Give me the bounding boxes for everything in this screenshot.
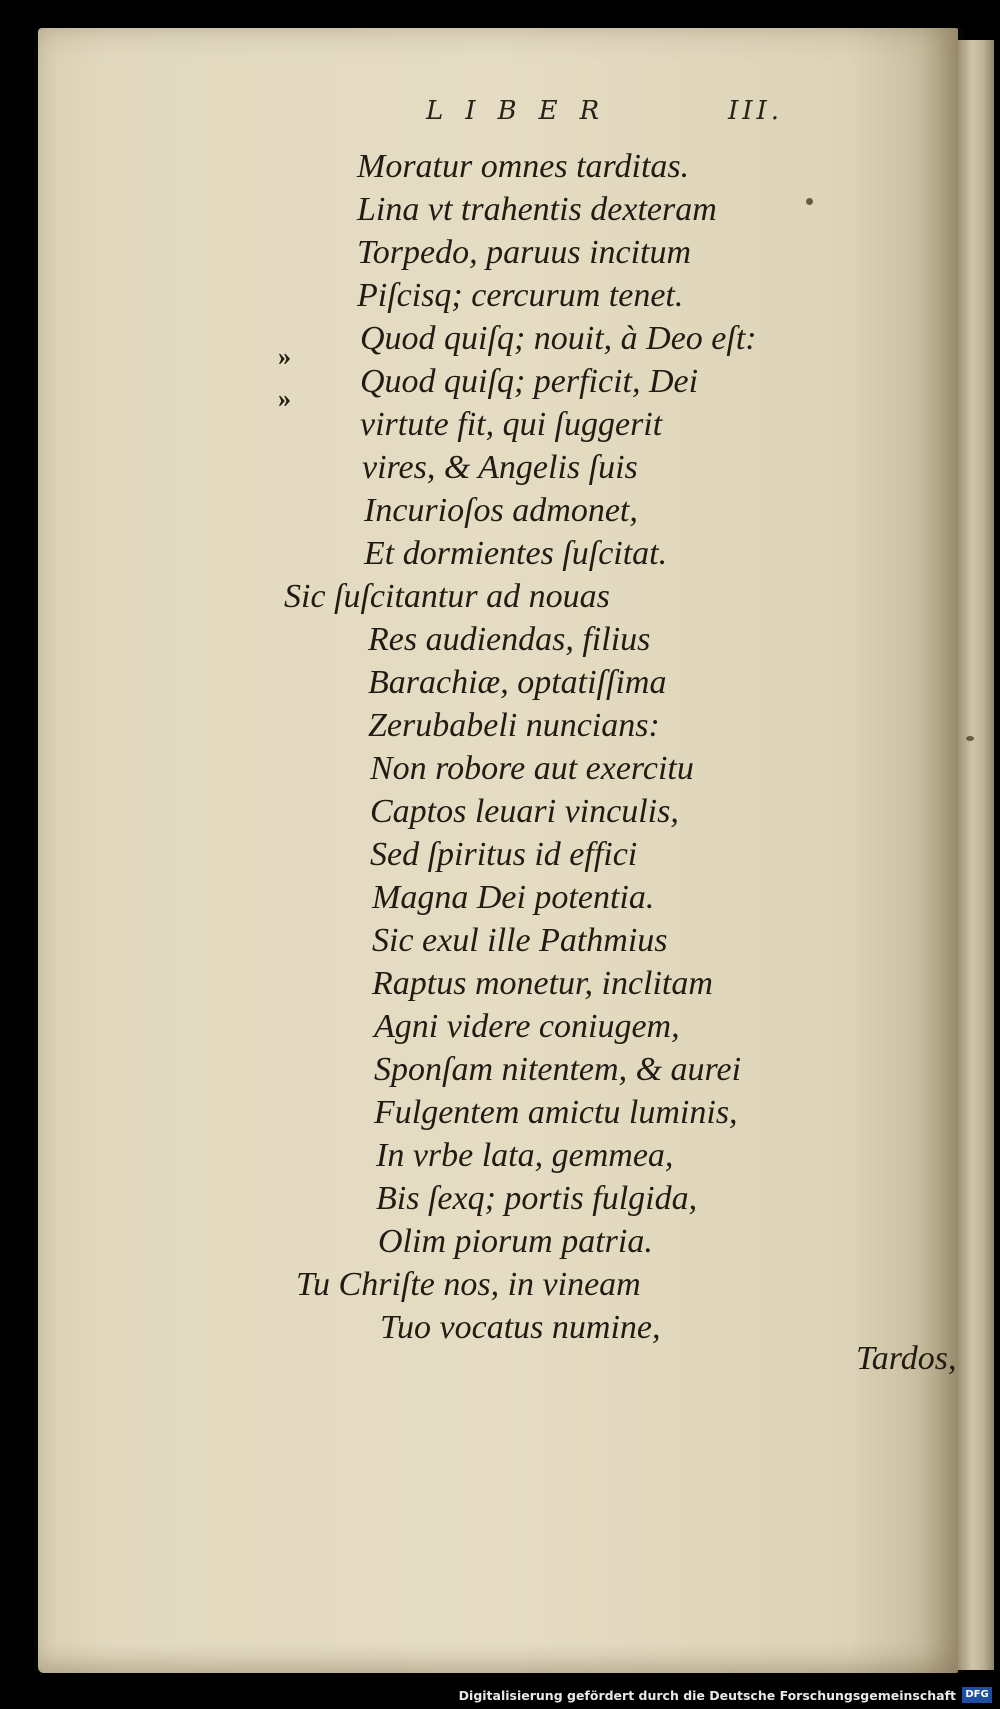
verse-line: Raptus monetur, inclitam <box>372 965 713 1002</box>
ink-speck <box>966 736 974 741</box>
verse-line: Res audiendas, filius <box>368 621 651 658</box>
quote-mark: » <box>278 342 291 371</box>
verse-line: Captos leuari vinculis, <box>370 793 679 830</box>
funding-credit: Digitalisierung gefördert durch die Deutsche Forschungsgemeinschaft <box>458 1688 956 1703</box>
book-number: III. <box>728 96 784 126</box>
verse-line: Tu Chriſte nos, in vineam <box>296 1266 641 1303</box>
verse-line: Agni videre coniugem, <box>374 1008 680 1045</box>
quote-mark: » <box>278 384 291 413</box>
verse-line: vires, & Angelis ſuis <box>362 449 638 486</box>
verse-line: Incurioſos admonet, <box>364 492 638 529</box>
verse-line: Bis ſexq; portis fulgida, <box>376 1180 698 1217</box>
verse-line: Quod quiſq; nouit, à Deo eſt: <box>360 320 757 357</box>
verse-line: Sponſam nitentem, & aurei <box>374 1051 742 1088</box>
verse-line: Lina vt trahentis dexteram <box>357 191 717 228</box>
verse-line: Quod quiſq; perficit, Dei <box>360 363 699 400</box>
verse-line: Moratur omnes tarditas. <box>357 148 690 185</box>
verse-line: Sic exul ille Pathmius <box>372 922 668 959</box>
verse-line: Tuo vocatus numine, <box>380 1309 661 1346</box>
verse-line: Olim piorum patria. <box>378 1223 653 1260</box>
page-edge <box>958 40 994 1670</box>
verse-line: Barachiæ, optatiſſima <box>368 664 667 701</box>
verse-line: Torpedo, paruus incitum <box>357 234 692 271</box>
catchword: Tardos, <box>856 1340 957 1377</box>
verse-line: Piſcisq; cercurum tenet. <box>357 277 684 314</box>
ink-speck <box>806 198 813 205</box>
running-title: LIBER <box>426 96 622 126</box>
verse-line: In vrbe lata, gemmea, <box>376 1137 674 1174</box>
verse-line: Non robore aut exercitu <box>370 750 694 787</box>
dfg-logo: DFG <box>962 1687 992 1703</box>
verse-line: Et dormientes ſuſcitat. <box>364 535 668 572</box>
verse-line: virtute fit, qui ſuggerit <box>360 406 663 443</box>
verse-line: Sic ſuſcitantur ad nouas <box>284 578 610 615</box>
verse-line: Sed ſpiritus id effici <box>370 836 638 873</box>
verse-line: Fulgentem amictu luminis, <box>374 1094 738 1131</box>
verse-line: Magna Dei potentia. <box>372 879 655 916</box>
verse-line: Zerubabeli nuncians: <box>368 707 660 744</box>
